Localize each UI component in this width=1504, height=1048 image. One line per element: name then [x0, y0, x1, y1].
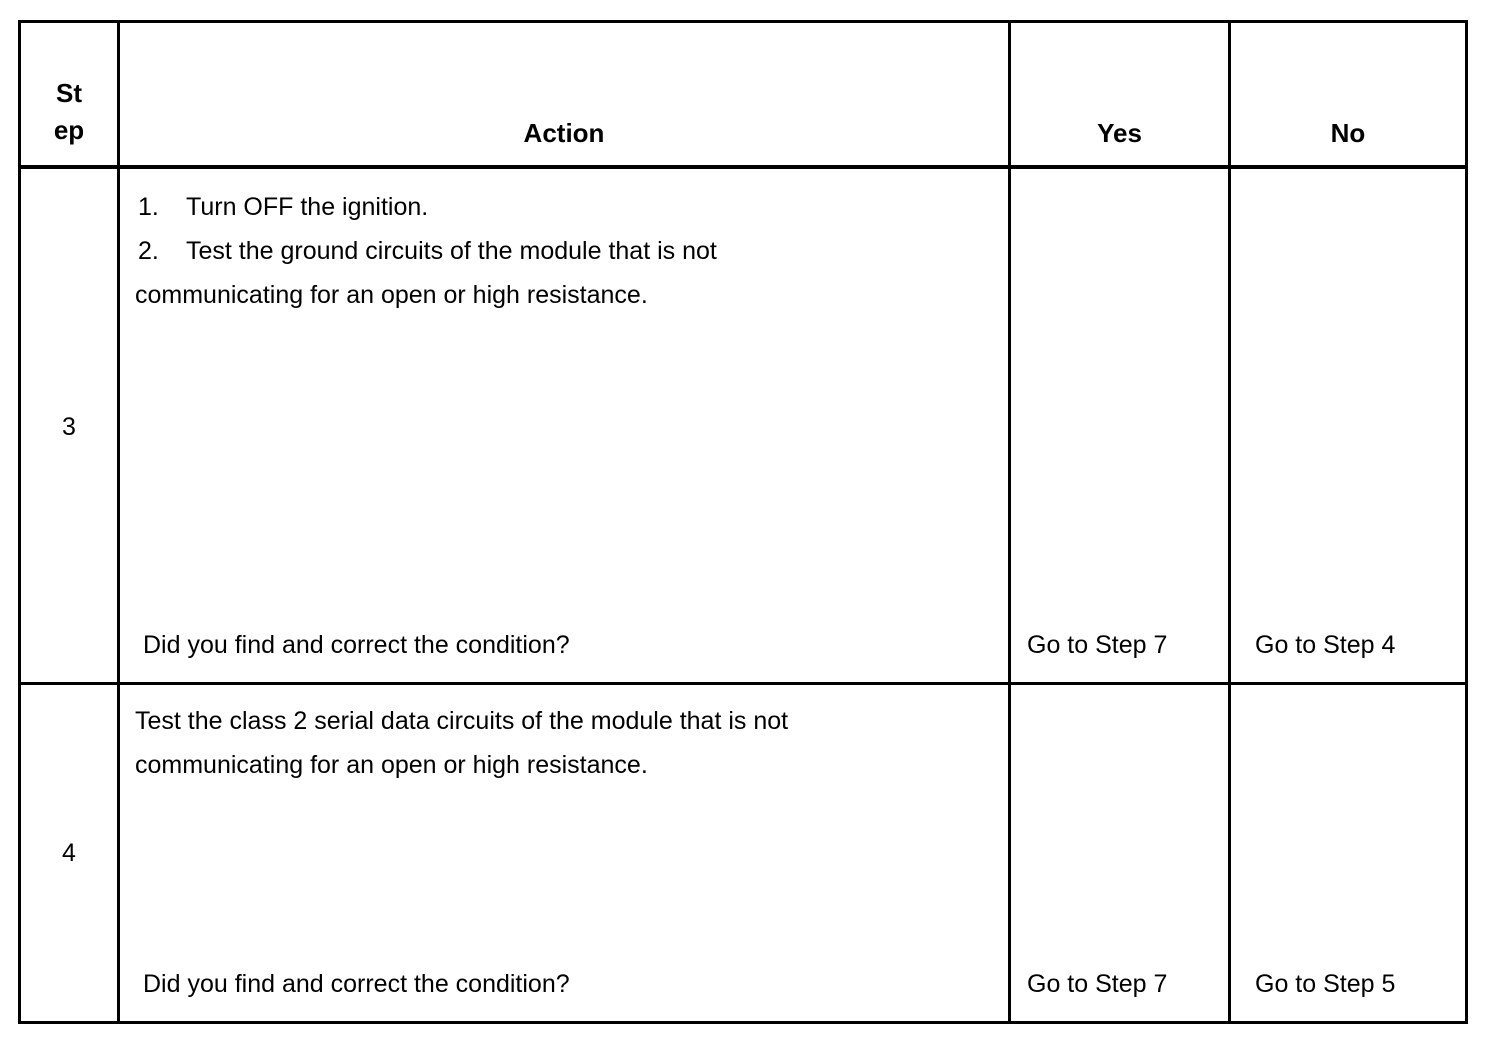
step-number: 4 [62, 839, 76, 867]
header-yes: Yes [1097, 118, 1142, 148]
action-question: Did you find and correct the condition? [143, 970, 570, 998]
action-text-line1: Test the class 2 serial data circuits of the module that is not [135, 707, 789, 735]
row-divider [18, 682, 1468, 685]
list-item-number: 2. [138, 237, 159, 265]
header-step-line2: ep [53, 115, 85, 146]
action-text-line2: communicating for an open or high resistance. [135, 751, 648, 779]
list-item-text: Test the ground circuits of the module that is not [186, 237, 717, 265]
action-continuation: communicating for an open or high resistance. [135, 281, 648, 309]
diagnostic-table [18, 20, 1468, 1024]
header-action: Action [523, 118, 605, 148]
column-divider-yes [1228, 20, 1231, 1024]
no-result: Go to Step 4 [1255, 631, 1396, 659]
yes-result: Go to Step 7 [1027, 631, 1168, 659]
table-border-bottom [18, 1021, 1468, 1024]
list-item-number: 1. [138, 193, 159, 221]
column-divider-step [117, 20, 120, 1024]
step-number: 3 [62, 413, 76, 441]
list-item-text: Turn OFF the ignition. [186, 193, 429, 221]
action-question: Did you find and correct the condition? [143, 631, 570, 659]
table-border-right [1465, 20, 1468, 1024]
list-item [138, 193, 428, 222]
no-result: Go to Step 5 [1255, 970, 1396, 998]
header-step [21, 78, 117, 146]
table-border-left [18, 20, 21, 1024]
list-item [138, 237, 717, 266]
table-border-top [18, 20, 1468, 23]
header-divider [18, 165, 1468, 169]
column-divider-action [1008, 20, 1011, 1024]
header-no: No [1330, 118, 1366, 148]
yes-result: Go to Step 7 [1027, 970, 1168, 998]
header-step-line1: St [56, 78, 82, 108]
